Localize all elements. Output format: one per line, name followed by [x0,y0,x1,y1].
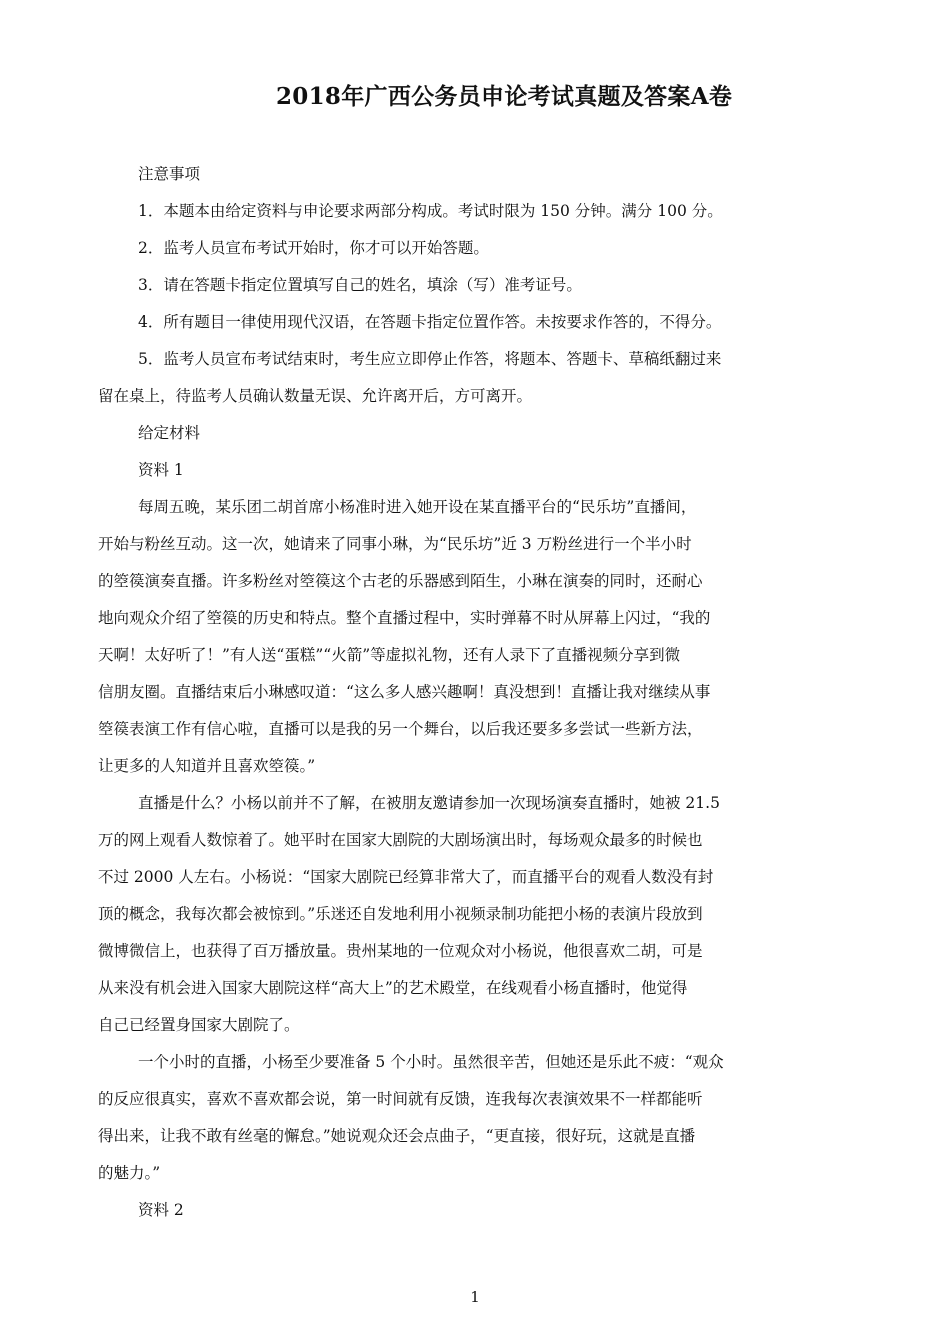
text-line: 得出来，让我不敢有丝毫的懈怠。”她说观众还会点曲子，“更直接，很好玩，这就是直播 [98,1127,696,1145]
text-line: 让更多的人知道并且喜欢箜篌。” [98,757,316,775]
page-number: 1 [470,1288,480,1306]
text-line: 自己已经置身国家大剧院了。 [98,1016,300,1034]
text-line: 顶的概念，我每次都会被惊到。”乐迷还自发地利用小视频录制功能把小杨的表演片段放到 [98,905,703,923]
text-line: 万的网上观看人数惊着了。她平时在国家大剧院的大剧场演出时，每场观众最多的时候也 [98,831,703,849]
text-line: 地向观众介绍了箜篌的历史和特点。整个直播过程中，实时弹幕不时从屏幕上闪过，“我的 [98,609,711,627]
text-line: 5．监考人员宣布考试结束时，考生应立即停止作答，将题本、答题卡、草稿纸翻过来 [138,350,722,368]
document-body [98,156,786,1229]
text-line: 资料 2 [138,1201,184,1219]
text-line: 一个小时的直播，小杨至少要准备 5 个小时。虽然很辛苦，但她还是乐此不疲：“观众 [138,1053,724,1071]
text-line: 2．监考人员宣布考试开始时，你才可以开始答题。 [138,239,489,257]
text-line: 注意事项 [138,165,201,183]
text-line: 不过 2000 人左右。小杨说：“国家大剧院已经算非常大了，而直播平台的观看人数没有封 [98,868,714,886]
text-line: 微博微信上，也获得了百万播放量。贵州某地的一位观众对小杨说，他很喜欢二胡，可是 [98,942,703,960]
text-line: 直播是什么？小杨以前并不了解，在被朋友邀请参加一次现场演奏直播时，她被 21.5 [138,794,720,812]
text-line: 的反应很真实，喜欢不喜欢都会说，第一时间就有反馈，连我每次表演效果不一样都能听 [98,1090,703,1108]
text-line: 箜篌表演工作有信心啦，直播可以是我的另一个舞台，以后我还要多多尝试一些新方法， [98,720,703,738]
text-line: 资料 1 [138,461,184,479]
text-line: 的箜篌演奏直播。许多粉丝对箜篌这个古老的乐器感到陌生，小琳在演奏的同时，还耐心 [98,572,703,590]
text-line: 开始与粉丝互动。这一次，她请来了同事小琳，为“民乐坊”近 3 万粉丝进行一个半小时 [98,535,692,553]
text-line: 3．请在答题卡指定位置填写自己的姓名，填涂（写）准考证号。 [138,276,582,294]
text-line: 从来没有机会进入国家大剧院这样“高大上”的艺术殿堂，在线观看小杨直播时，他觉得 [98,979,688,997]
text-line: 留在桌上，待监考人员确认数量无误、允许离开后，方可离开。 [98,387,533,405]
text-line: 给定材料 [138,424,201,442]
text-line: 信朋友圈。直播结束后小琳感叹道：“这么多人感兴趣啊！真没想到！直播让我对继续从事 [98,683,711,701]
document-title: 2018年广西公务员申论考试真题及答案A卷 [276,83,733,110]
text-line: 的魅力。” [98,1164,161,1182]
text-line: 4．所有题目一律使用现代汉语，在答题卡指定位置作答。未按要求作答的，不得分。 [138,313,722,331]
text-line: 每周五晚，某乐团二胡首席小杨准时进入她开设在某直播平台的“民乐坊”直播间， [138,498,697,516]
text-line: 1．本题本由给定资料与申论要求两部分构成。考试时限为 150 分钟。满分 100 分。 [138,202,723,220]
text-line: 天啊！太好听了！”有人送“蛋糕”“火箭”等虚拟礼物，还有人录下了直播视频分享到微 [98,646,681,664]
